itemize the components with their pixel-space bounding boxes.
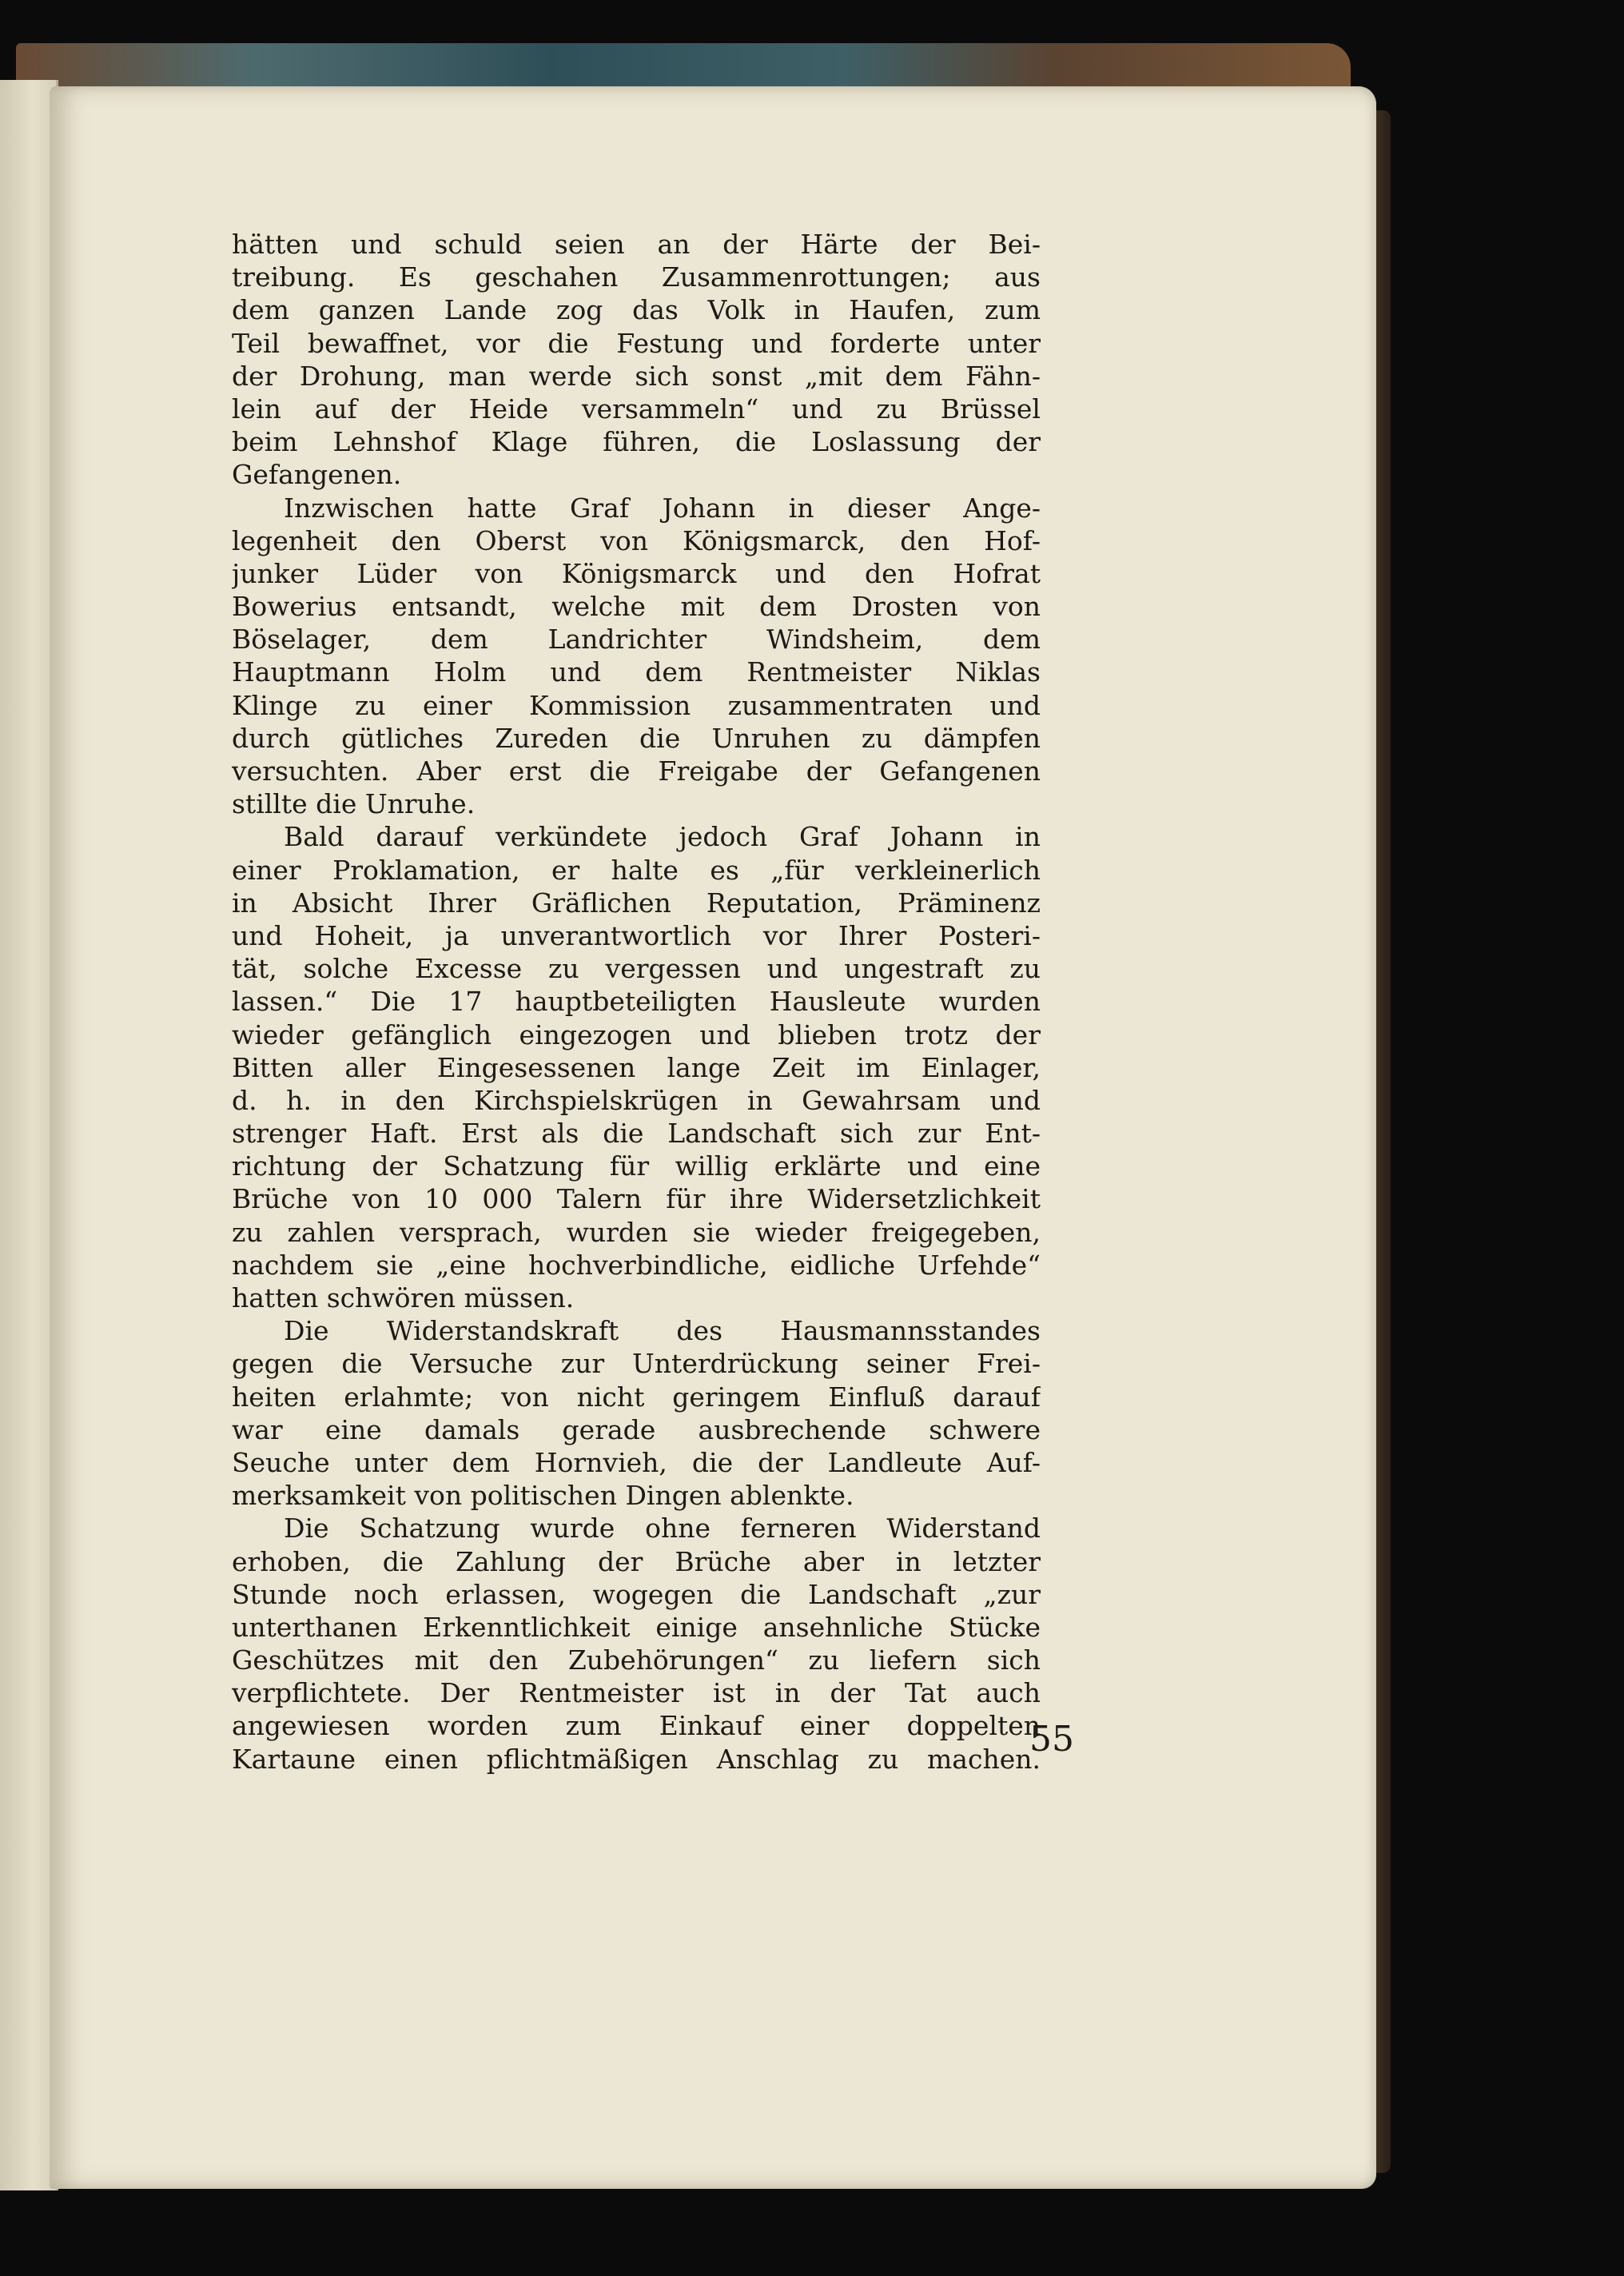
text-line: Seuche unter dem Hornvieh, die der Landleute Auf- <box>232 1446 1041 1478</box>
text-line: Bitten aller Eingesessenen lange Zeit im Einlager, <box>232 1051 1041 1083</box>
text-line: Böselager, dem Landrichter Windsheim, dem <box>232 624 1041 656</box>
text-line: einer Proklamation, er halte es „für verkleinerlich <box>232 854 1041 886</box>
text-line: Bowerius entsandt, welche mit dem Drosten von <box>232 591 1041 623</box>
text-line: zu zahlen versprach, wurden sie wieder freigegeben, <box>232 1216 1041 1248</box>
text-line: war eine damals gerade ausbrechende schwere <box>232 1413 1041 1445</box>
text-line: lein auf der Heide versammeln“ und zu Brüssel <box>232 393 1041 425</box>
text-line: Hauptmann Holm und dem Rentmeister Niklas <box>232 656 1041 688</box>
text-line: richtung der Schatzung für willig erklärte und eine <box>232 1150 1041 1182</box>
text-line: d. h. in den Kirchspielskrügen in Gewahrsam und <box>232 1084 1041 1116</box>
text-line: Inzwischen hatte Graf Johann in dieser Ange- <box>284 492 1041 524</box>
text-line: dem ganzen Lande zog das Volk in Haufen, zum <box>232 294 1041 326</box>
text-line: Gefangenen. <box>232 459 402 491</box>
text-line: durch gütliches Zureden die Unruhen zu dämpfen <box>232 722 1041 754</box>
text-line: der Drohung, man werde sich sonst „mit dem Fähn- <box>232 360 1041 392</box>
text-line: Klinge zu einer Kommission zusammentraten und <box>232 689 1041 721</box>
text-line: stillte die Unruhe. <box>232 788 476 820</box>
body-text <box>232 228 1041 1776</box>
text-line: beim Lehnshof Klage führen, die Loslassung der <box>232 426 1041 458</box>
text-line: hätten und schuld seien an der Härte der Bei- <box>232 229 1041 260</box>
page-number: 55 <box>1029 1719 1074 1760</box>
text-line: strenger Haft. Erst als die Landschaft sich zur Ent- <box>232 1118 1041 1150</box>
text-line: Kartaune einen pflichtmäßigen Anschlag zu machen. <box>232 1743 1041 1775</box>
text-line: versuchten. Aber erst die Freigabe der Gefangenen <box>232 755 1041 787</box>
text-line: lassen.“ Die 17 hauptbeteiligten Hausleute wurden <box>232 986 1041 1018</box>
text-line: nachdem sie „eine hochverbindliche, eidliche Urfehde“ <box>232 1249 1041 1281</box>
text-line: heiten erlahmte; von nicht geringem Einfluß darauf <box>232 1381 1041 1413</box>
text-line: Geschützes mit den Zubehörungen“ zu liefern sich <box>232 1644 1041 1676</box>
text-line: junker Lüder von Königsmarck und den Hofrat <box>232 557 1041 589</box>
text-line: in Absicht Ihrer Gräflichen Reputation, Präminenz <box>232 887 1041 919</box>
text-line: gegen die Versuche zur Unterdrückung seiner Frei- <box>232 1348 1041 1380</box>
text-line: tät, solche Excesse zu vergessen und ungestraft zu <box>232 953 1041 985</box>
text-line: Die Widerstandskraft des Hausmannsstandes <box>284 1315 1041 1347</box>
text-line: Teil bewaffnet, vor die Festung und forderte unter <box>232 327 1041 359</box>
text-line: Bald darauf verkündete jedoch Graf Johann in <box>284 821 1041 853</box>
text-line: hatten schwören müssen. <box>232 1282 575 1313</box>
text-line: merksamkeit von politischen Dingen ablenkte. <box>232 1480 854 1512</box>
text-line: verpflichtete. Der Rentmeister ist in der Tat auch <box>232 1677 1041 1709</box>
text-line: Die Schatzung wurde ohne ferneren Widerstand <box>284 1513 1041 1545</box>
text-line: legenheit den Oberst von Königsmarck, den Hof- <box>232 524 1041 556</box>
text-line: unterthanen Erkenntlichkeit einige ansehnliche Stücke <box>232 1611 1041 1643</box>
text-line: treibung. Es geschahen Zusammenrottungen; aus <box>232 261 1041 293</box>
text-line: erhoben, die Zahlung der Brüche aber in letzter <box>232 1545 1041 1577</box>
text-line: Brüche von 10 000 Talern für ihre Widersetzlichkeit <box>232 1183 1041 1215</box>
text-line: angewiesen worden zum Einkauf einer doppelten <box>232 1710 1041 1742</box>
text-line: und Hoheit, ja unverantwortlich vor Ihrer Posteri- <box>232 919 1041 951</box>
text-line: Stunde noch erlassen, wogegen die Landschaft „zur <box>232 1578 1041 1610</box>
text-line: wieder gefänglich eingezogen und blieben trotz der <box>232 1018 1041 1050</box>
